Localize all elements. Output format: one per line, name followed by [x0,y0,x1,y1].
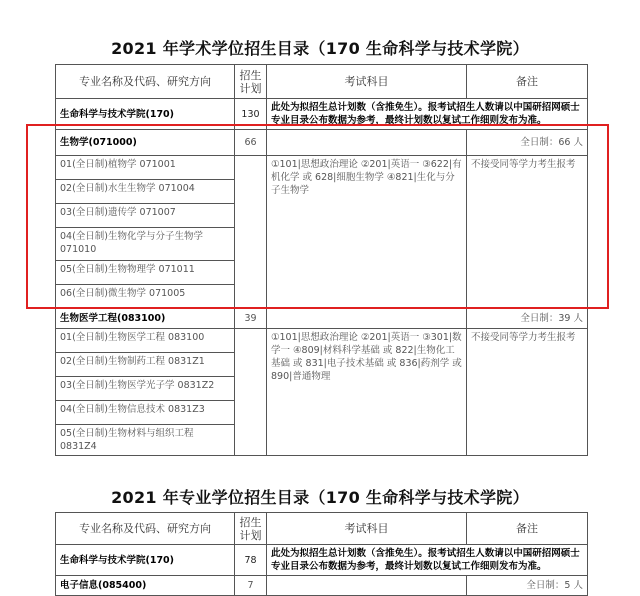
direction-item: 04(全日制)生物化学与分子生物学 071010 [56,228,235,261]
school-name: 生命科学与技术学院(170) [56,99,235,130]
major-quota: 全日制：66 人 [467,130,588,156]
major-quota: 全日制：39 人 [467,309,588,329]
page-title-academic: 2021 年学术学位招生目录（170 生命科学与技术学院） [111,39,529,58]
direction-item: 03(全日制)生物医学光子学 0831Z2 [56,377,235,401]
direction-plan-empty [235,329,267,456]
direction-item: 02(全日制)生物制药工程 0831Z1 [56,353,235,377]
major-row [56,309,588,329]
page-title-professional: 2021 年专业学位招生目录（170 生命科学与技术学院） [111,488,529,507]
header-major: 专业名称及代码、研究方向 [56,513,235,545]
direction-item: 05(全日制)生物物理学 071011 [56,261,235,285]
exam-note: 不接受同等学力考生报考 [467,329,588,456]
school-note-text: 此处为拟招生总计划数（含推免生）。报考试招生人数请以中国研招网硕士专业目录公布数据为参考，最终计划数以复试工作细则发布为准。 [271,548,580,572]
school-name: 生命科学与技术学院(170) [56,545,235,576]
major-plan: 66 [235,130,267,156]
major-name: 电子信息(085400) [56,576,235,596]
table-header-row [56,65,588,99]
direction-item: 03(全日制)遗传学 071007 [56,204,235,228]
header-plan [235,65,267,99]
professional-catalog-table [55,512,588,596]
major-exam-empty [267,576,467,596]
direction-plan-empty [235,156,267,309]
header-plan-line1: 招生 [239,68,262,82]
major-exam-empty [267,130,467,156]
major-plan: 39 [235,309,267,329]
header-exam: 考试科目 [267,65,467,99]
academic-catalog-table [55,64,588,456]
school-note [267,545,588,576]
school-plan: 130 [235,99,267,130]
table-header-row [56,513,588,545]
exam-note: 不接受同等学力考生报考 [467,156,588,309]
direction-item: 05(全日制)生物材料与组织工程 0831Z4 [56,425,235,456]
direction-item: 01(全日制)生物医学工程 083100 [56,329,235,353]
direction-row [56,156,588,180]
header-plan-line1: 招生 [239,515,262,529]
direction-item: 01(全日制)植物学 071001 [56,156,235,180]
header-plan-line2: 计划 [239,81,262,95]
major-exam-empty [267,309,467,329]
major-quota: 全日制：5 人 [467,576,588,596]
header-notes: 备注 [467,513,588,545]
header-plan-line2: 计划 [239,528,262,542]
direction-row [56,329,588,353]
exam-subjects: ①101|思想政治理论 ②201|英语一 ③622|有机化学 或 628|细胞生物学 ④821|生化与分子生物学 [267,156,467,309]
header-major: 专业名称及代码、研究方向 [56,65,235,99]
school-row [56,545,588,576]
major-plan: 7 [235,576,267,596]
direction-item: 04(全日制)生物信息技术 0831Z3 [56,401,235,425]
major-name: 生物学(071000) [56,130,235,156]
school-note-text: 此处为拟招生总计划数（含推免生）。报考试招生人数请以中国研招网硕士专业目录公布数据为参考，最终计划数以复试工作细则发布为准。 [271,102,580,126]
school-plan: 78 [235,545,267,576]
school-row [56,99,588,130]
direction-item: 06(全日制)微生物学 071005 [56,285,235,309]
header-notes: 备注 [467,65,588,99]
header-exam: 考试科目 [267,513,467,545]
header-plan [235,513,267,545]
school-note [267,99,588,130]
exam-subjects: ①101|思想政治理论 ②201|英语一 ③301|数学一 ④809|材料科学基础 或 822|生物化工基础 或 831|电子技术基础 或 836|药剂学 或 890|普通物理 [267,329,467,456]
major-row [56,130,588,156]
major-row [56,576,588,596]
direction-item: 02(全日制)水生生物学 071004 [56,180,235,204]
major-name: 生物医学工程(083100) [56,309,235,329]
